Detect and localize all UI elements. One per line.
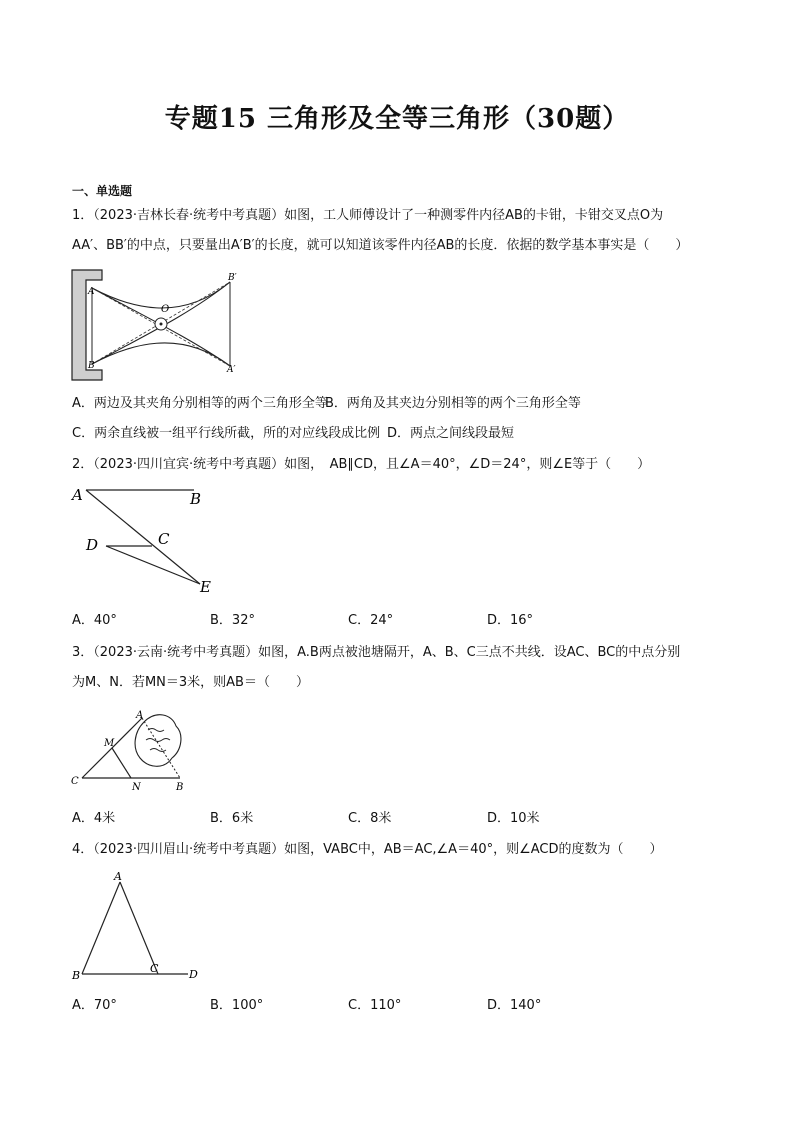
question-3-option-b[interactable]: B．6米: [210, 811, 254, 826]
label-B: B: [190, 490, 202, 508]
question-4-option-a[interactable]: A．70°: [72, 998, 117, 1013]
question-3-text-line-1: 3．（2023·云南·统考中考真题）如图，A.B两点被池塘隔开，A、B、C三点不共线．设AC、BC的中点分别: [72, 645, 681, 660]
question-2-option-b[interactable]: B．32°: [210, 613, 255, 628]
question-3-option-c[interactable]: C．8米: [348, 811, 392, 826]
label-A: A: [72, 486, 83, 504]
question-1-caliper-figure: [70, 268, 245, 384]
question-1-text-line-1: 1．（2023·吉林长春·统考中考真题）如图，工人师傅设计了一种测零件内径AB的卡钳，卡钳交叉点O为: [72, 208, 664, 223]
label-A: A: [88, 287, 95, 297]
label-C: C: [158, 530, 170, 548]
page-title: 专题15 三角形及全等三角形（30题）: [164, 104, 630, 134]
label-B: B: [176, 782, 184, 793]
label-D: D: [86, 536, 99, 554]
label-B: B: [72, 969, 81, 982]
question-4-option-d[interactable]: D．140°: [487, 998, 542, 1013]
section-heading: 一、单选题: [72, 184, 133, 198]
label-A-prime: A′: [227, 365, 236, 375]
question-4-option-b[interactable]: B．100°: [210, 998, 264, 1013]
segment-MN: [112, 748, 131, 778]
question-1-option-d[interactable]: D．两点之间线段最短: [387, 426, 515, 441]
question-3-option-a[interactable]: A．4米: [72, 811, 116, 826]
segment-DE: [106, 546, 200, 584]
label-O: O: [161, 304, 170, 315]
label-A: A: [136, 710, 144, 721]
segment-AC: [120, 882, 158, 974]
label-M: M: [104, 738, 115, 749]
pond-shape: [135, 715, 181, 767]
label-B-prime: B′: [228, 273, 237, 283]
label-D: D: [189, 968, 198, 981]
question-3-text-line-2: 为M、N．若MN＝3米，则AB＝（ ）: [72, 675, 309, 690]
question-3-option-d[interactable]: D．10米: [487, 811, 540, 826]
workpiece-shape: [72, 270, 102, 380]
question-3-pond-figure: [68, 706, 193, 794]
label-N: N: [132, 782, 141, 793]
question-1-option-b[interactable]: B．两角及其夹边分别相等的两个三角形全等: [325, 396, 581, 411]
question-4-triangle-figure: [68, 868, 208, 983]
label-C: C: [150, 962, 159, 975]
question-1-text-line-2: AA′、BB′的中点，只要量出A′B′的长度，就可以知道该零件内径AB的长度．依据的数学基本事实是（ ）: [72, 238, 689, 253]
question-4-text: 4．（2023·四川眉山·统考中考真题）如图，VABC中，AB＝AC,∠A＝40°，则∠ACD的度数为（ ）: [72, 842, 663, 857]
question-2-option-a[interactable]: A．40°: [72, 613, 117, 628]
label-C: C: [71, 776, 79, 787]
question-2-figure: [70, 484, 220, 596]
question-1-option-a[interactable]: A．两边及其夹角分别相等的两个三角形全等: [72, 396, 328, 411]
caliper-arm-lower: [92, 343, 230, 366]
question-2-text: 2．（2023·四川宜宾·统考中考真题）如图， AB∥CD，且∠A＝40°，∠D＝24°，则∠E等于（ ）: [72, 457, 651, 472]
label-B: B: [88, 361, 95, 371]
question-4-option-c[interactable]: C．110°: [348, 998, 402, 1013]
label-A: A: [114, 870, 122, 883]
question-2-option-c[interactable]: C．24°: [348, 613, 394, 628]
label-E: E: [200, 578, 211, 596]
segment-AE: [86, 490, 200, 584]
pivot-center: [160, 323, 163, 326]
question-2-option-d[interactable]: D．16°: [487, 613, 534, 628]
segment-BA: [82, 882, 120, 974]
question-1-option-c[interactable]: C．两余直线被一组平行线所截，所的对应线段成比例: [72, 426, 381, 441]
